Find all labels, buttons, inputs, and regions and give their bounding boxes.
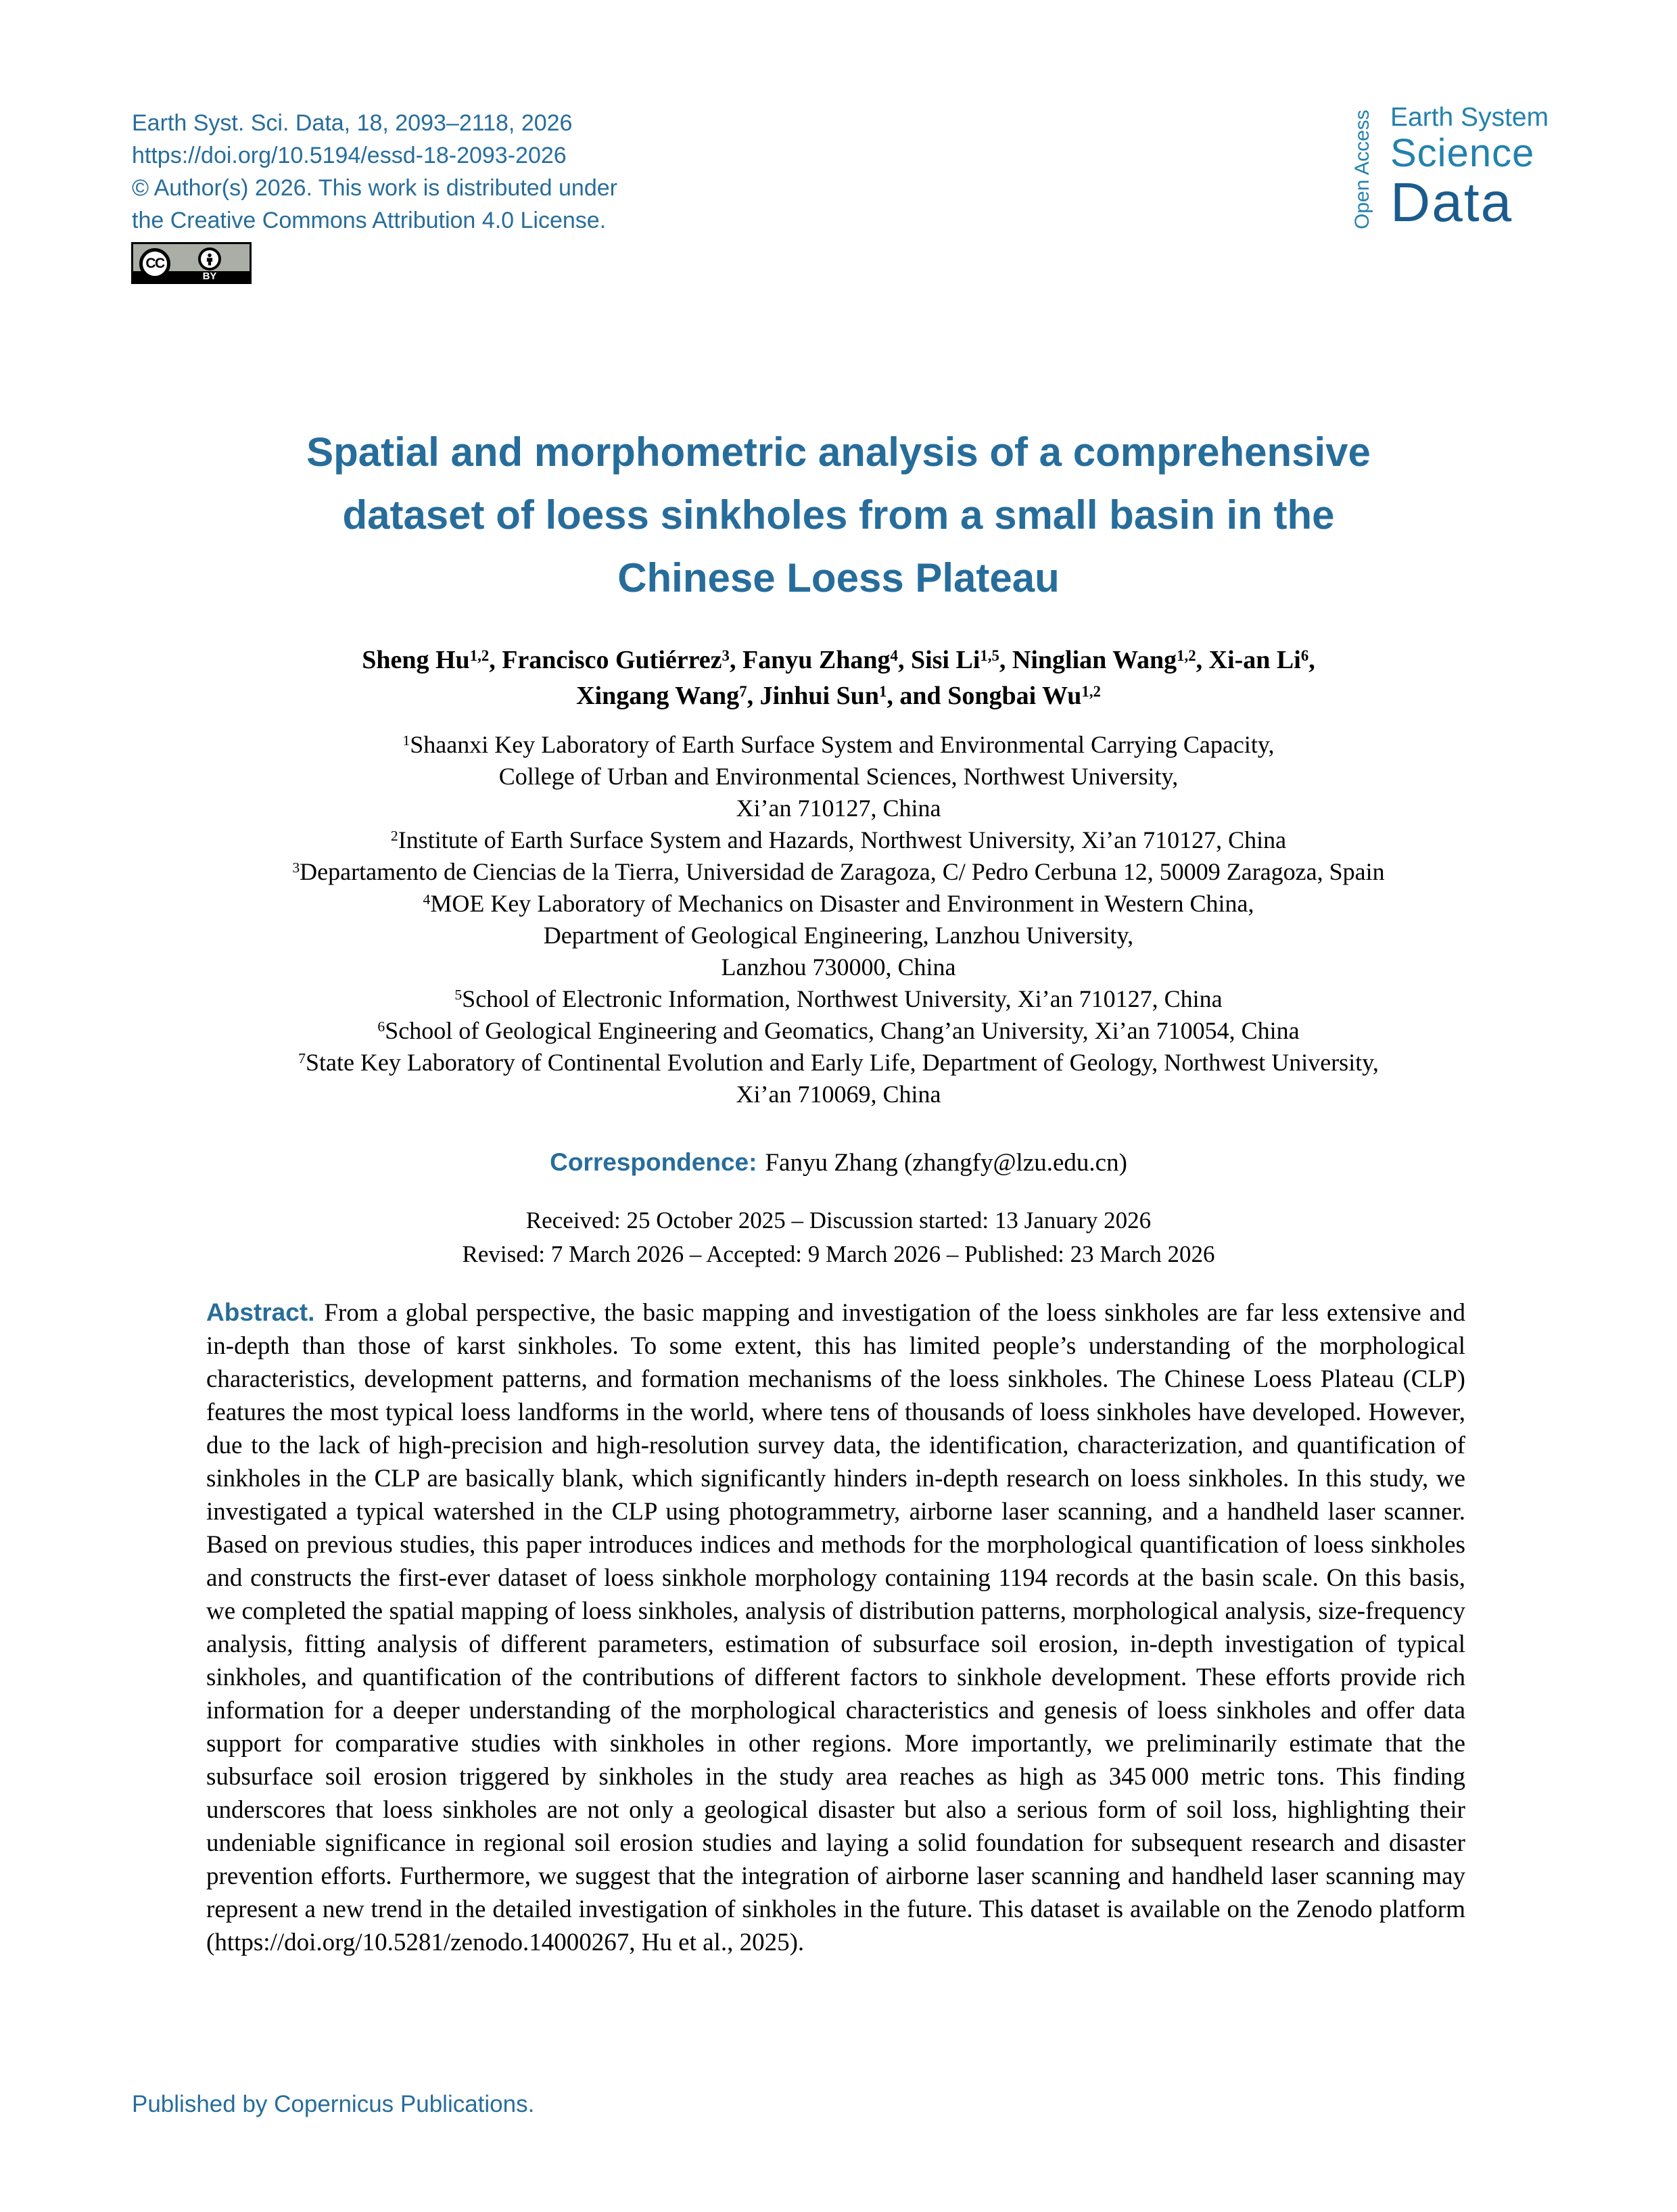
- author-list: [0, 642, 1677, 714]
- open-access-label: Open Access: [1351, 110, 1373, 230]
- review-dates: [0, 1204, 1677, 1271]
- affiliation-line: $^5$School of Electronic Information, Northwest University, Xi’an 710127, China: [454, 985, 1223, 1012]
- abstract-text: From a global perspective, the basic mapping and investigation of the loess sinkholes are far less extensive and in-depth than those of karst sinkholes. To some extent, this has limited people’s understanding of the morphological characteristics, development patterns, and formation mechanisms of the loess sinkholes. The Chinese Loess Plateau (CLP) features the most typical loess landforms in the world, where tens of thousands of loess sinkholes have developed. However, due to the lack of high-precision and high-resolution survey data, the identification, characterization, and quantification of sinkholes in the CLP are basically blank, which significantly hinders in-depth research on loess sinkholes. In this study, we investigated a typical watershed in the CLP using photogrammetry, airborne laser scanning, and a handheld laser scanner. Based on previous studies, this paper introduces indices and methods for the morphological quantification of loess sinkholes and constructs the first-ever dataset of loess sinkhole morphology containing 1194 records at the basin scale. On this basis, we completed the spatial mapping of loess sinkholes, analysis of distribution patterns, morphological analysis, size-frequency analysis, fitting analysis of different parameters, estimation of subsurface soil erosion, in-depth investigation of typical sinkholes, and quantification of the contributions of different factors to sinkhole development. These efforts provide rich information for a deeper understanding of the morphological characteristics and genesis of loess sinkholes and offer data support for comparative studies with sinkholes in other regions. More importantly, we preliminarily estimate that the subsurface soil erosion triggered by sinkholes in the study area reaches as high as 345 000 metric tons. This finding underscores that loess sinkholes are not only a geological disaster but also a serious form of soil loss, highlighting their undeniable significance in regional soil erosion studies and laying a solid foundation for subsequent research and disaster prevention efforts. Furthermore, we suggest that the integration of airborne laser scanning and handheld laser scanning may represent a new trend in the detailed investigation of sinkholes in the future. This dataset is available on the Zenodo platform (https://doi.org/10.5281/zenodo.14000267, Hu et al., 2025).: [206, 1299, 1465, 1956]
- correspondence-line: [0, 1148, 1677, 1177]
- logo-line-earth-system: Earth System: [1390, 103, 1549, 132]
- attribution-person-icon: [198, 248, 221, 270]
- citation-line: the Creative Commons Attribution 4.0 License.: [132, 208, 607, 233]
- affiliation-line: Lanzhou 730000, China: [721, 954, 956, 981]
- abstract: [206, 1296, 1465, 1959]
- affiliation-line: College of Urban and Environmental Sciences, Northwest University,: [498, 763, 1179, 790]
- cc-logo-icon: CC: [139, 248, 170, 279]
- affiliation-line: $^2$Institute of Earth Surface System and Hazards, Northwest University, Xi’an 710127, China: [390, 826, 1287, 853]
- affiliation-line: Xi’an 710069, China: [736, 1081, 941, 1108]
- title-line: dataset of loess sinkholes from a small basin in the: [342, 492, 1335, 538]
- affiliation-line: Xi’an 710127, China: [736, 795, 941, 822]
- author-line: Sheng Hu$^{1,2}$, Francisco Gutiérrez$^3$, Fanyu Zhang$^4$, Sisi Li$^{1,5}$, Ninglian Wang$^{1,2}$, Xi-an Li$^6$,: [362, 646, 1315, 674]
- paper-title: [0, 421, 1677, 609]
- abstract-label: Abstract.: [206, 1298, 315, 1326]
- cc-by-badge[interactable]: [131, 242, 252, 284]
- publisher-footer: Published by Copernicus Publications.: [132, 2091, 535, 2117]
- correspondence-label: Correspondence:: [550, 1148, 757, 1176]
- title-line: Spatial and morphometric analysis of a comprehensive: [306, 429, 1371, 475]
- author-line: Xingang Wang$^7$, Jinhui Sun$^1$, and Songbai Wu$^{1,2}$: [576, 682, 1101, 710]
- citation-block: [132, 107, 617, 237]
- affiliation-line: $^4$MOE Key Laboratory of Mechanics on Disaster and Environment in Western China,: [423, 890, 1254, 917]
- citation-line: © Author(s) 2026. This work is distributed under: [132, 175, 617, 201]
- correspondence-contact[interactable]: Fanyu Zhang (zhangfy@lzu.edu.cn): [765, 1149, 1127, 1177]
- doi-link[interactable]: https://doi.org/10.5194/essd-18-2093-2026: [132, 143, 567, 168]
- revised-line: Revised: 7 March 2026 – Accepted: 9 March 2026 – Published: 23 March 2026: [462, 1241, 1215, 1267]
- affiliation-line: $^3$Departamento de Ciencias de la Tierra, Universidad de Zaragoza, C/ Pedro Cerbuna 12, 50009 Zaragoza, Spain: [292, 858, 1385, 885]
- logo-line-science: Science: [1390, 131, 1535, 175]
- affiliation-line: Department of Geological Engineering, Lanzhou University,: [543, 922, 1134, 949]
- affiliation-line: $^7$State Key Laboratory of Continental Evolution and Early Life, Department of Geology, Northwest University,: [298, 1049, 1379, 1076]
- affiliation-line: $^6$School of Geological Engineering and Geomatics, Chang’an University, Xi’an 710054, China: [377, 1017, 1300, 1044]
- received-line: Received: 25 October 2025 – Discussion started: 13 January 2026: [525, 1207, 1152, 1233]
- journal-logo-text: [1390, 103, 1549, 231]
- affiliations: [0, 729, 1677, 1110]
- logo-line-data: Data: [1390, 172, 1513, 233]
- citation-line: Earth Syst. Sci. Data, 18, 2093–2118, 2026: [132, 110, 573, 136]
- affiliation-line: $^1$Shaanxi Key Laboratory of Earth Surface System and Environmental Carrying Capacity,: [402, 731, 1275, 758]
- badge-by-label: BY: [202, 270, 217, 282]
- title-line: Chinese Loess Plateau: [617, 555, 1060, 601]
